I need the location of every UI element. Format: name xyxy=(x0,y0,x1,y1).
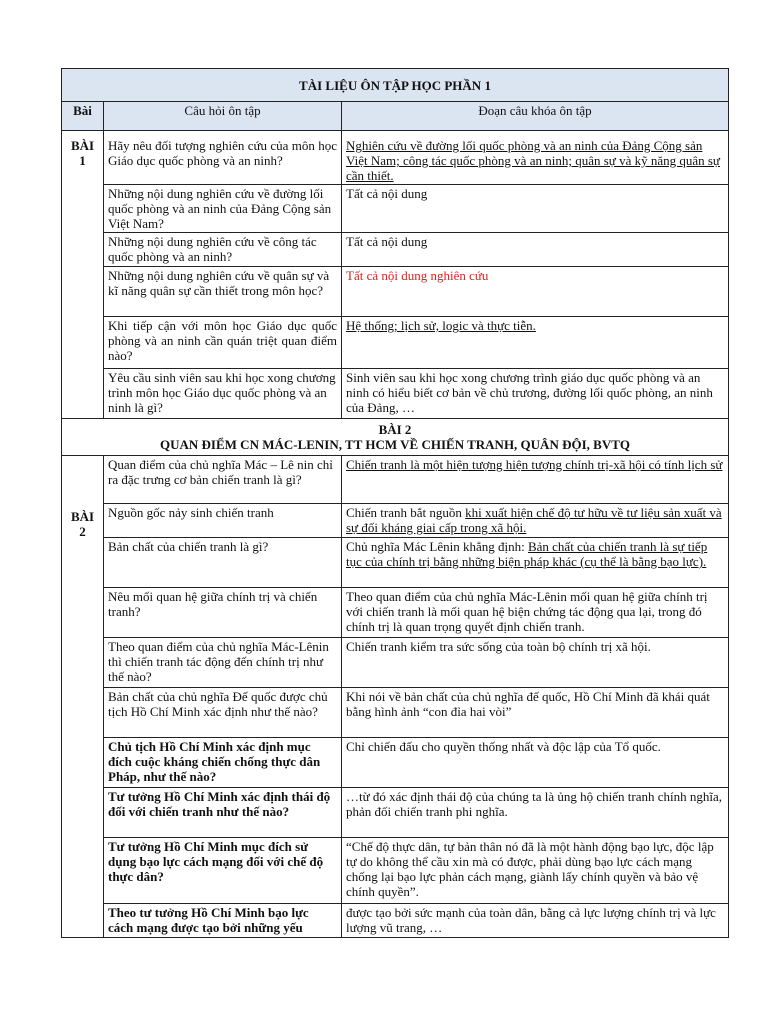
table-row xyxy=(62,904,729,938)
table-row xyxy=(62,538,729,588)
question-cell: Nguồn gốc nảy sinh chiến tranh xyxy=(104,504,342,538)
answer-text: Nghiên cứu về đường lối quốc phòng và an ninh của Đảng Cộng sản Việt Nam; công tác quốc phòng và an ninh; quân sự và kỹ năng quân sự cần thiết. xyxy=(346,138,720,183)
bai-2-section-header xyxy=(62,419,729,456)
table-row xyxy=(62,638,729,688)
question-cell: Chủ tịch Hồ Chí Minh xác định mục đích cuộc kháng chiến chống thực dân Pháp, như thế nào? xyxy=(104,738,342,788)
table-row xyxy=(62,456,729,504)
bai-2-section-title: BÀI 2 xyxy=(378,422,412,437)
question-cell: Nêu mối quan hệ giữa chính trị và chiến tranh? xyxy=(104,588,342,638)
table-row xyxy=(62,317,729,369)
answer-text: Chủ nghĩa Mác Lênin khẳng định: xyxy=(346,539,528,554)
answer-cell: Tất cả nội dung xyxy=(342,185,729,233)
table-row xyxy=(62,185,729,233)
column-header-bai: Bài xyxy=(62,102,104,131)
answer-text-underlined: Bản chất của chiến tranh là sự tiếp tục của chính trị bằng những biện pháp khác (cụ thể là bằng bạo lực). xyxy=(346,539,708,569)
question-cell: Bản chất của chiến tranh là gì? xyxy=(104,538,342,588)
bai-1-label-line1: BÀI xyxy=(70,138,95,153)
question-cell: Bản chất của chủ nghĩa Đế quốc được chủ tịch Hồ Chí Minh xác định như thế nào? xyxy=(104,688,342,738)
answer-cell: Tất cả nội dung xyxy=(342,233,729,267)
bai-2-label-line2: 2 xyxy=(79,524,86,539)
answer-cell: Chiến tranh kiểm tra sức sống của toàn bộ chính trị xã hội. xyxy=(342,638,729,688)
answer-text-underlined: khi xuất hiện chế độ tư hữu về tư liệu sản xuất và sự đối kháng giai cấp trong xã hội. xyxy=(346,505,722,535)
answer-text: Chiến tranh là một hiện tượng hiện tượng chính trị-xã hội có tính lịch sử xyxy=(346,457,723,472)
bai-2-section-subtitle: QUAN ĐIỂM CN MÁC-LENIN, TT HCM VỀ CHIẾN TRANH, QUÂN ĐỘI, BVTQ xyxy=(160,437,630,452)
answer-cell xyxy=(342,317,729,369)
table-row xyxy=(62,688,729,738)
question-cell: Tư tưởng Hồ Chí Minh xác định thái độ đối với chiến tranh như thế nào? xyxy=(104,788,342,838)
table-row xyxy=(62,588,729,638)
section-row xyxy=(62,419,729,456)
table-row xyxy=(62,233,729,267)
table-row xyxy=(62,369,729,419)
answer-cell: Sinh viên sau khi học xong chương trình giáo dục quốc phòng và an ninh có hiểu biết cơ bản về chủ trương, đường lối quốc phòng, an ninh của Đảng, … xyxy=(342,369,729,419)
answer-text: Hệ thống; lịch sử, logic và thực tiễn. xyxy=(346,318,536,333)
table-row xyxy=(62,838,729,904)
question-cell: Quan điểm của chủ nghĩa Mác – Lê nin chỉ ra đặc trưng cơ bản chiến tranh là gì? xyxy=(104,456,342,504)
bai-1-label xyxy=(62,131,104,419)
study-table xyxy=(61,68,729,938)
question-cell: Những nội dung nghiên cứu về quân sự và kĩ năng quân sự cần thiết trong môn học? xyxy=(104,267,342,317)
question-cell: Theo quan điểm của chủ nghĩa Mác-Lênin thì chiến tranh tác động đến chính trị như thế nào? xyxy=(104,638,342,688)
question-cell: Tư tưởng Hồ Chí Minh mục đích sử dụng bạo lực cách mạng đối với chế độ thực dân? xyxy=(104,838,342,904)
answer-cell: Khi nói về bản chất của chủ nghĩa đế quốc, Hồ Chí Minh đã khái quát bằng hình ảnh “con đỉa hai vòi” xyxy=(342,688,729,738)
answer-cell: “Chế độ thực dân, tự bản thân nó đã là một hành động bạo lực, độc lập tự do không thể cầu xin mà có được, phải dùng bạo lực cách mạng chống lại bạo lực phản cách mạng, giành lấy chính quyền và bảo vệ chính quyền”. xyxy=(342,838,729,904)
question-cell: Theo tư tưởng Hồ Chí Minh bạo lực cách mạng được tạo bởi những yếu xyxy=(104,904,342,938)
document-page xyxy=(61,68,728,938)
bai-2-label-line1: BÀI xyxy=(70,509,95,524)
column-header-answer: Đoạn câu khóa ôn tập xyxy=(342,102,729,131)
answer-cell xyxy=(342,504,729,538)
answer-cell xyxy=(342,131,729,185)
document-title: TÀI LIỆU ÔN TẬP HỌC PHẦN 1 xyxy=(62,69,729,102)
question-cell: Khi tiếp cận với môn học Giáo dục quốc phòng và an ninh cần quán triệt quan điểm nào? xyxy=(104,317,342,369)
answer-cell xyxy=(342,456,729,504)
title-row xyxy=(62,69,729,102)
answer-cell: Tất cả nội dung nghiên cứu xyxy=(342,267,729,317)
table-row xyxy=(62,738,729,788)
answer-cell: được tạo bởi sức mạnh của toàn dân, bằng cả lực lượng chính trị và lực lượng vũ trang, … xyxy=(342,904,729,938)
question-cell: Những nội dung nghiên cứu về công tác quốc phòng và an ninh? xyxy=(104,233,342,267)
answer-cell: Chỉ chiến đấu cho quyền thống nhất và độc lập của Tổ quốc. xyxy=(342,738,729,788)
bai-1-label-line2: 1 xyxy=(79,153,86,168)
question-cell: Hãy nêu đối tượng nghiên cứu của môn học Giáo dục quốc phòng và an ninh? xyxy=(104,131,342,185)
bai-2-label xyxy=(62,456,104,938)
table-row xyxy=(62,504,729,538)
question-cell: Yêu cầu sinh viên sau khi học xong chương trình môn học Giáo dục quốc phòng và an ninh là gì? xyxy=(104,369,342,419)
table-row xyxy=(62,788,729,838)
table-row xyxy=(62,131,729,185)
table-row xyxy=(62,267,729,317)
answer-text: Chiến tranh bắt nguồn xyxy=(346,505,466,520)
column-header-row xyxy=(62,102,729,131)
answer-cell: Theo quan điểm của chủ nghĩa Mác-Lênin mối quan hệ giữa chính trị với chiến tranh là mối quan hệ biện chứng tác động qua lại, trong đó chính trị là quan trọng quyết định chiến tranh. xyxy=(342,588,729,638)
answer-cell: …từ đó xác định thái độ của chúng ta là ủng hộ chiến tranh chính nghĩa, phản đối chiến tranh phi nghĩa. xyxy=(342,788,729,838)
question-cell: Những nội dung nghiên cứu về đường lối quốc phòng và an ninh của Đảng Cộng sản Việt Nam? xyxy=(104,185,342,233)
column-header-question: Câu hỏi ôn tập xyxy=(104,102,342,131)
answer-cell xyxy=(342,538,729,588)
